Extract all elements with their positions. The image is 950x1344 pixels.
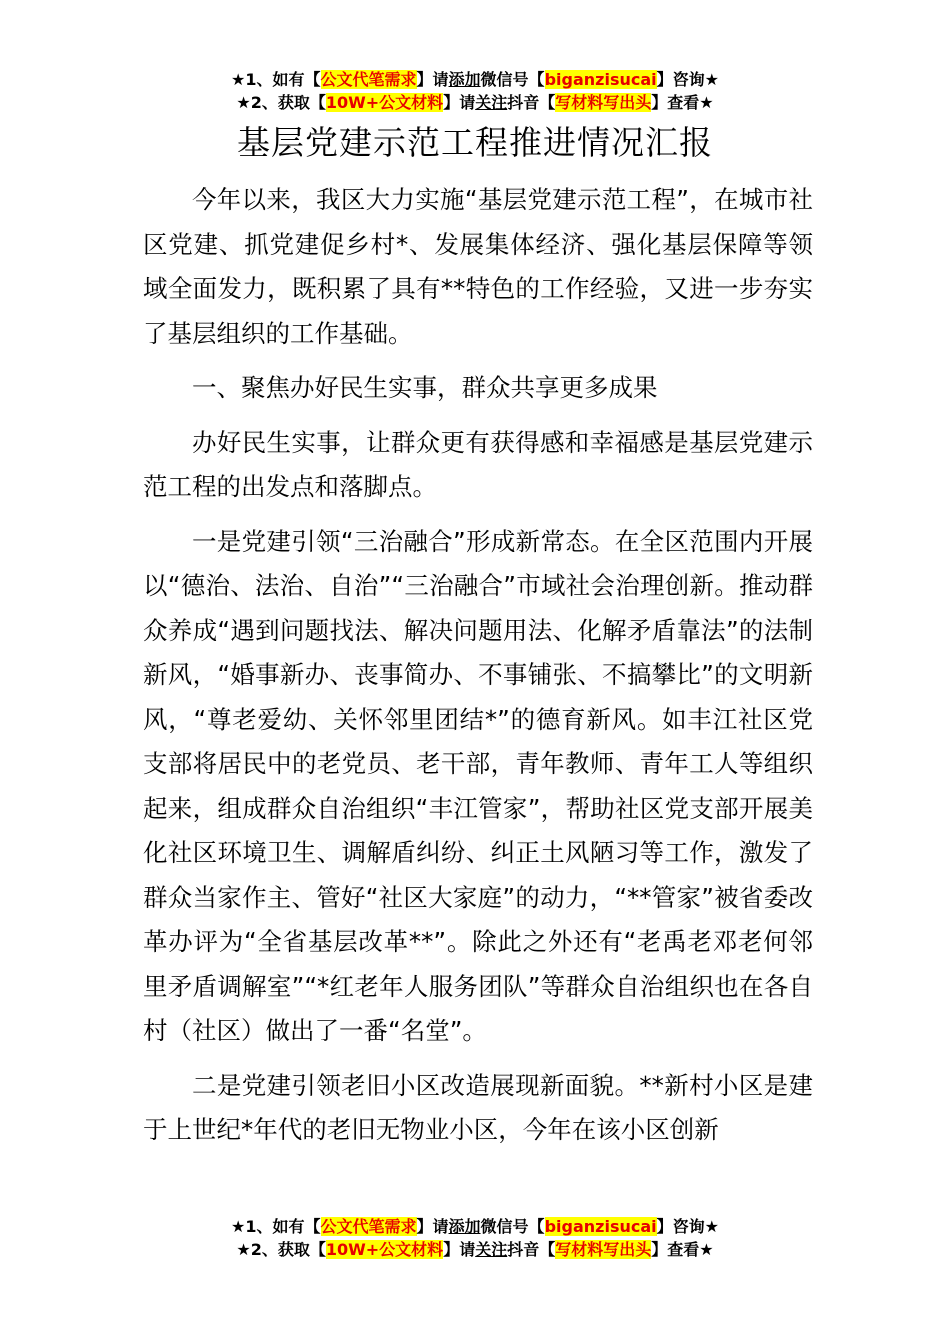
ad-underlined: 添加: [448, 70, 481, 89]
ad-line-1: [0, 1215, 950, 1238]
ad-text: 】查看★: [651, 1240, 714, 1259]
ad-text: ★1、如有【: [231, 70, 321, 89]
paragraph: 今年以来，我区大力实施“基层党建示范工程”，在城市社区党建、抓党建促乡村*、发展集体经济、强化基层保障等领域全面发力，既积累了具有**特色的工作经验，又进一步夯实了基层组织的工作基础。: [143, 185, 813, 348]
section-heading: 一、聚焦办好民生实事，群众共享更多成果: [192, 373, 658, 402]
ad-text: 】咨询★: [656, 1217, 719, 1236]
ad-text: 】请: [443, 1240, 476, 1259]
ad-underlined: 关注: [475, 1240, 508, 1259]
ad-text: ★2、获取【: [236, 93, 326, 112]
ad-text: 微信号【: [480, 1217, 545, 1236]
document-body: [143, 178, 813, 1163]
ad-text: ★1、如有【: [231, 1217, 321, 1236]
ad-underlined: 关注: [475, 93, 508, 112]
ad-highlight: biganzisucai: [544, 70, 657, 89]
ad-highlight: 写材料写出头: [555, 93, 652, 112]
ad-banner-bottom: [0, 1215, 950, 1261]
ad-highlight: biganzisucai: [544, 1217, 657, 1236]
ad-text: 】查看★: [651, 93, 714, 112]
ad-line-1: [0, 68, 950, 91]
paragraph: 办好民生实事，让群众更有获得感和幸福感是基层党建示范工程的出发点和落脚点。: [143, 427, 813, 501]
ad-text: 】请: [416, 70, 449, 89]
ad-line-2: [0, 1238, 950, 1261]
ad-text: ★2、获取【: [236, 1240, 326, 1259]
ad-text: 抖音【: [507, 93, 556, 112]
document-title: 基层党建示范工程推进情况汇报: [237, 123, 713, 162]
ad-highlight: 公文代笔需求: [320, 70, 417, 89]
ad-text: 】咨询★: [656, 70, 719, 89]
ad-highlight: 10W+公文材料: [325, 93, 444, 112]
paragraph: 一是党建引领“三治融合”形成新常态。在全区范围内开展以“德治、法治、自治”“三治融合”市域社会治理创新。推动群众养成“遇到问题找法、解决问题用法、化解矛盾靠法”的法制新风，“婚事新办、丧事简办、不事铺张、不搞攀比”的文明新风，“尊老爱幼、关怀邻里团结*”的德育新风。如丰江社区党支部将居民中的老党员、老干部，青年教师、青年工人等组织起来，组成群众自治组织“丰江管家”，帮助社区党支部开展美化社区环境卫生、调解盾纠纷、纠正土风陋习等工作，激发了群众当家作主、管好“社区大家庭”的动力，“**管家”被省委改革办评为“全省基层改革**”。除此之外还有“老禹老邓老何邻里矛盾调解室”“*红老年人服务团队”等群众自治组织也在各自村（社区）做出了一番“名堂”。: [143, 526, 813, 1045]
ad-text: 】请: [416, 1217, 449, 1236]
ad-highlight: 公文代笔需求: [320, 1217, 417, 1236]
ad-line-2: [0, 91, 950, 114]
ad-text: 】请: [443, 93, 476, 112]
ad-banner-top: [0, 68, 950, 114]
ad-highlight: 10W+公文材料: [325, 1240, 444, 1259]
ad-underlined: 添加: [448, 1217, 481, 1236]
paragraph: 二是党建引领老旧小区改造展现新面貌。**新村小区是建于上世纪*年代的老旧无物业小区，今年在该小区创新: [143, 1070, 813, 1144]
ad-highlight: 写材料写出头: [555, 1240, 652, 1259]
ad-text: 微信号【: [480, 70, 545, 89]
ad-text: 抖音【: [507, 1240, 556, 1259]
